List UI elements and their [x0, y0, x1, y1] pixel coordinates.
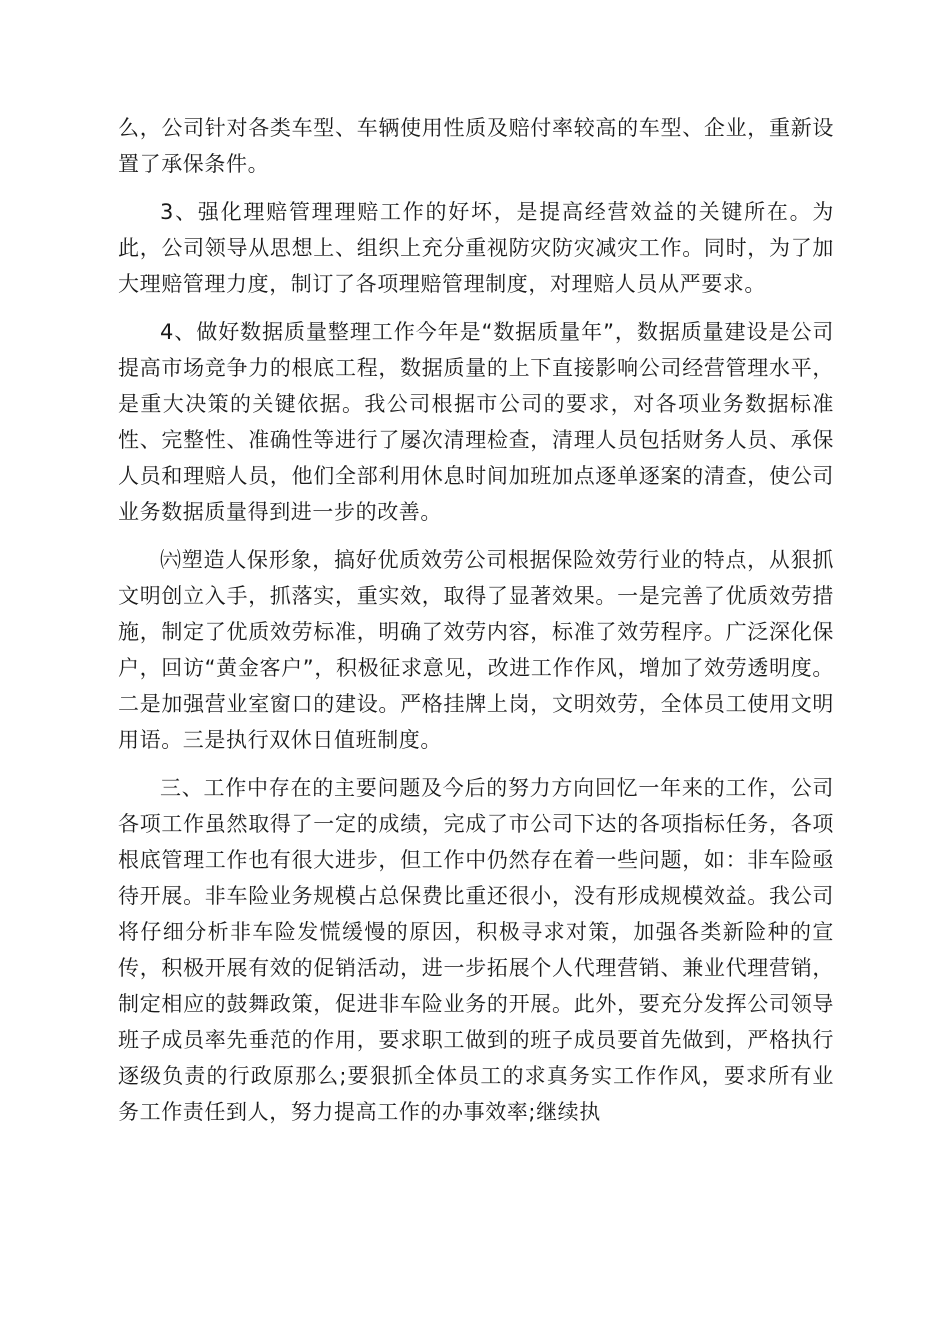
- paragraph-continuation: 么，公司针对各类车型、车辆使用性质及赔付率较高的车型、企业，重新设置了承保条件。: [118, 116, 834, 176]
- paragraph-claims-management: 3、强化理赔管理理赔工作的好坏，是提高经营效益的关键所在。为此，公司领导从思想上、组织上充分重视防灾防灾减灾工作。同时，为了加大理赔管理力度，制订了各项理赔管理制度，对理赔人员从严要求。: [118, 200, 834, 296]
- paragraph-data-quality: 4、做好数据质量整理工作今年是“数据质量年”，数据质量建设是公司提高市场竞争力的根底工程，数据质量的上下直接影响公司经营管理水平，是重大决策的关键依据。我公司根据市公司的要求，对各项业务数据标准性、完整性、准确性等进行了屡次清理检查，清理人员包括财务人员、承保人员和理赔人员，他们全部利用休息时间加班加点逐单逐案的清查，使公司业务数据质量得到进一步的改善。: [118, 320, 834, 524]
- document-body: [118, 110, 834, 1142]
- paragraph-service-image: ㈥塑造人保形象，搞好优质效劳公司根据保险效劳行业的特点，从狠抓文明创立入手，抓落实，重实效，取得了显著效果。一是完善了优质效劳措施，制定了优质效劳标准，明确了效劳内容，标准了效劳程序。广泛深化保户，回访“黄金客户”，积极征求意见，改进工作作风，增加了效劳透明度。二是加强营业室窗口的建设。严格挂牌上岗，文明效劳，全体员工使用文明用语。三是执行双休日值班制度。: [118, 548, 834, 752]
- paragraph-problems-and-directions: 三、工作中存在的主要问题及今后的努力方向回忆一年来的工作，公司各项工作虽然取得了一定的成绩，完成了市公司下达的各项指标任务，各项根底管理工作也有很大进步，但工作中仍然存在着一些问题，如：非车险亟待开展。非车险业务规模占总保费比重还很小，没有形成规模效益。我公司将仔细分析非车险发慌缓慢的原因，积极寻求对策，加强各类新险种的宣传，积极开展有效的促销活动，进一步拓展个人代理营销、兼业代理营销，制定相应的鼓舞政策，促进非车险业务的开展。此外，要充分发挥公司领导班子成员率先垂范的作用，要求职工做到的班子成员要首先做到，严格执行逐级负责的行政原那么;要狠抓全体员工的求真务实工作作风，要求所有业务工作责任到人，努力提高工作的办事效率;继续执: [118, 776, 834, 1124]
